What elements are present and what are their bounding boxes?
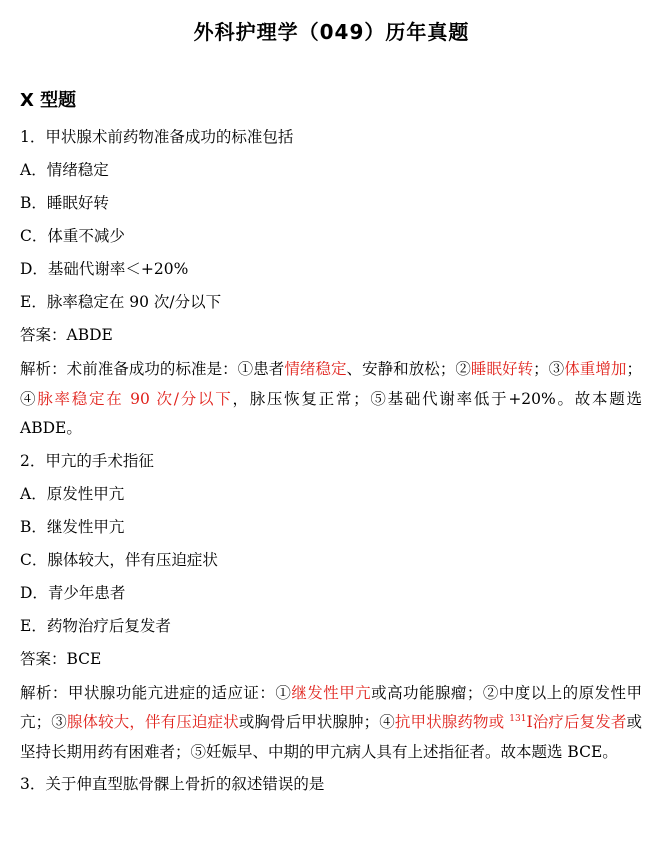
analysis-highlight: 继发性甲亢 — [291, 683, 372, 702]
question-3-text: 3．关于伸直型肱骨髁上骨折的叙述错误的是 — [20, 775, 325, 793]
q1-option-e: E．脉率稳定在 90 次/分以下 — [20, 293, 222, 311]
question-list — [20, 124, 642, 804]
q1-option-b: B．睡眠好转 — [20, 194, 109, 212]
q2-analysis — [20, 679, 642, 768]
q2-option-c: C．腺体较大，伴有压迫症状 — [20, 550, 218, 569]
analysis-highlight: 睡眠好转 — [470, 360, 534, 378]
q1-analysis — [20, 355, 642, 444]
analysis-highlight: 体重增加 — [564, 360, 627, 378]
analysis-text: 或高功能腺瘤；②中度以上的原发性甲亢；③ — [20, 683, 642, 731]
section-heading: X 型题 — [20, 90, 77, 111]
q1-answer: 答案：ABDE — [20, 326, 113, 344]
analysis-text: ，脉压恢复正常；⑤基础代谢率低于+20%。故本题选 ABDE。 — [20, 389, 642, 437]
analysis-text: ；④ — [20, 360, 642, 408]
q2-answer: 答案：BCE — [20, 649, 102, 668]
q1-option-d: D．基础代谢率＜+20% — [20, 260, 189, 278]
q2-option-a: A．原发性甲亢 — [20, 484, 125, 503]
q1-option-a: A．情绪稳定 — [20, 161, 109, 179]
analysis-highlight: I治疗后复发者 — [526, 713, 627, 731]
analysis-text: 或胸骨后甲状腺肿；④ — [238, 713, 395, 731]
q2-option-b: B．继发性甲亢 — [20, 517, 125, 536]
analysis-text: ；③ — [533, 360, 565, 378]
isotope-superscript: 131 — [509, 713, 527, 724]
q1-option-c: C．体重不减少 — [20, 227, 125, 245]
q2-option-d: D．青少年患者 — [20, 583, 126, 602]
analysis-text: 或坚持长期用药有困难者；⑤妊娠早、中期的甲亢病人具有上述指征者。故本题选 BCE。 — [20, 713, 642, 761]
question-2-text: 2．甲亢的手术指征 — [20, 451, 154, 470]
analysis-highlight: 情绪稳定 — [284, 360, 347, 378]
q2-option-e: E．药物治疗后复发者 — [20, 616, 171, 635]
analysis-highlight: 脉率稳定在 90 次/分以下 — [37, 389, 233, 408]
analysis-text: 、安静和放松；② — [346, 360, 471, 378]
analysis-highlight: 抗甲状腺药物或 — [394, 713, 510, 731]
document-title: 外科护理学（049）历年真题 — [193, 20, 470, 44]
analysis-text: 解析：术前准备成功的标准是：①患者 — [20, 360, 285, 378]
analysis-text: 解析：甲状腺功能亢进症的适应证：① — [20, 683, 292, 702]
question-1-text: 1．甲状腺术前药物准备成功的标准包括 — [20, 128, 294, 146]
analysis-highlight: 腺体较大，伴有压迫症状 — [66, 713, 239, 731]
